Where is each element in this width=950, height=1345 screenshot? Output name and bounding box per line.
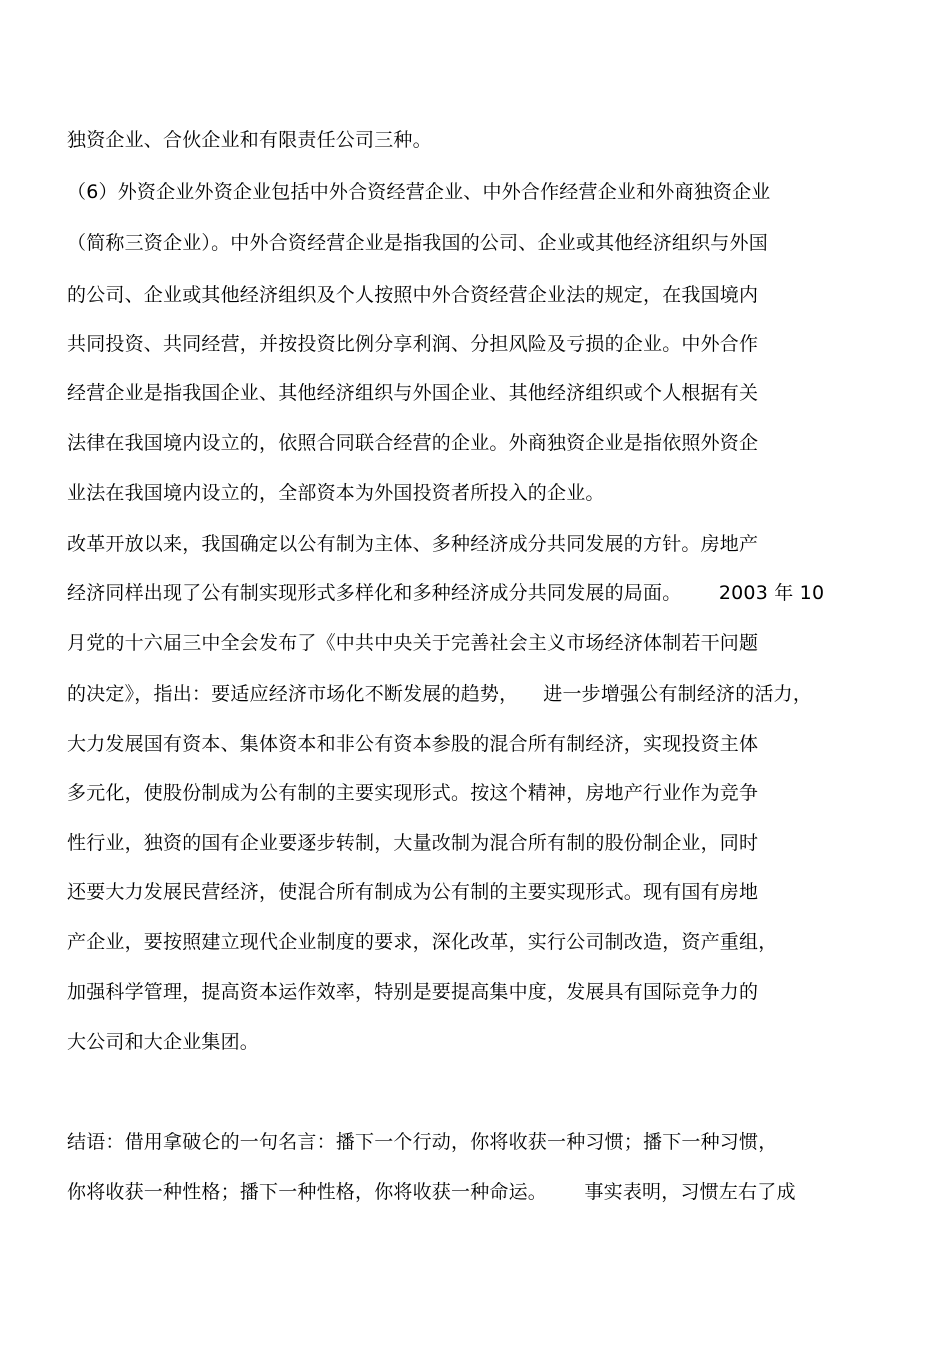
- text-line: 还要大力发展民营经济，使混合所有制成为公有制的主要实现形式。现有国有房地: [67, 881, 759, 903]
- text-line: 的公司、企业或其他经济组织及个人按照中外合资经营企业法的规定，在我国境内: [67, 284, 759, 306]
- text-line: （简称三资企业）。中外合资经营企业是指我国的公司、企业或其他经济组织与外国: [67, 232, 768, 254]
- text-line: 经济同样出现了公有制实现形式多样化和多种经济成分共同发展的局面。 2003 年 10: [67, 582, 825, 604]
- text-line: 性行业，独资的国有企业要逐步转制，大量改制为混合所有制的股份制企业，同时: [67, 832, 759, 854]
- text-line: 的决定》，指出：要适应经济市场化不断发展的趋势， 进一步增强公有制经济的活力，: [67, 683, 813, 705]
- text-line: 经营企业是指我国企业、其他经济组织与外国企业、其他经济组织或个人根据有关: [67, 382, 759, 404]
- text-line: 结语：借用拿破仑的一句名言：播下一个行动，你将收获一种习惯；播下一种习惯，: [67, 1131, 778, 1153]
- text-line: 你将收获一种性格；播下一种性格，你将收获一种命运。 事实表明，习惯左右了成: [67, 1181, 796, 1203]
- text-line: 改革开放以来，我国确定以公有制为主体、多种经济成分共同发展的方针。房地产: [67, 533, 759, 555]
- text-line: 月党的十六届三中全会发布了《中共中央关于完善社会主义市场经济体制若干问题: [67, 632, 759, 654]
- text-line: 加强科学管理，提高资本运作效率，特别是要提高集中度，发展具有国际竞争力的: [67, 981, 759, 1003]
- text-line: （6）外资企业外资企业包括中外合资经营企业、中外合作经营企业和外商独资企业: [67, 181, 771, 203]
- text-line: 独资企业、合伙企业和有限责任公司三种。: [67, 129, 432, 151]
- text-line: 大力发展国有资本、集体资本和非公有资本参股的混合所有制经济，实现投资主体: [67, 733, 759, 755]
- text-line: 法律在我国境内设立的，依照合同联合经营的企业。外商独资企业是指依照外资企: [67, 432, 759, 454]
- text-line: 大公司和大企业集团。: [67, 1031, 260, 1053]
- text-line: 多元化，使股份制成为公有制的主要实现形式。按这个精神，房地产行业作为竞争: [67, 782, 759, 804]
- text-line: 产企业，要按照建立现代企业制度的要求，深化改革，实行公司制改造，资产重组，: [67, 931, 778, 953]
- text-line: 共同投资、共同经营，并按投资比例分享利润、分担风险及亏损的企业。中外合作: [67, 333, 759, 355]
- text-line: 业法在我国境内设立的，全部资本为外国投资者所投入的企业。: [67, 482, 605, 504]
